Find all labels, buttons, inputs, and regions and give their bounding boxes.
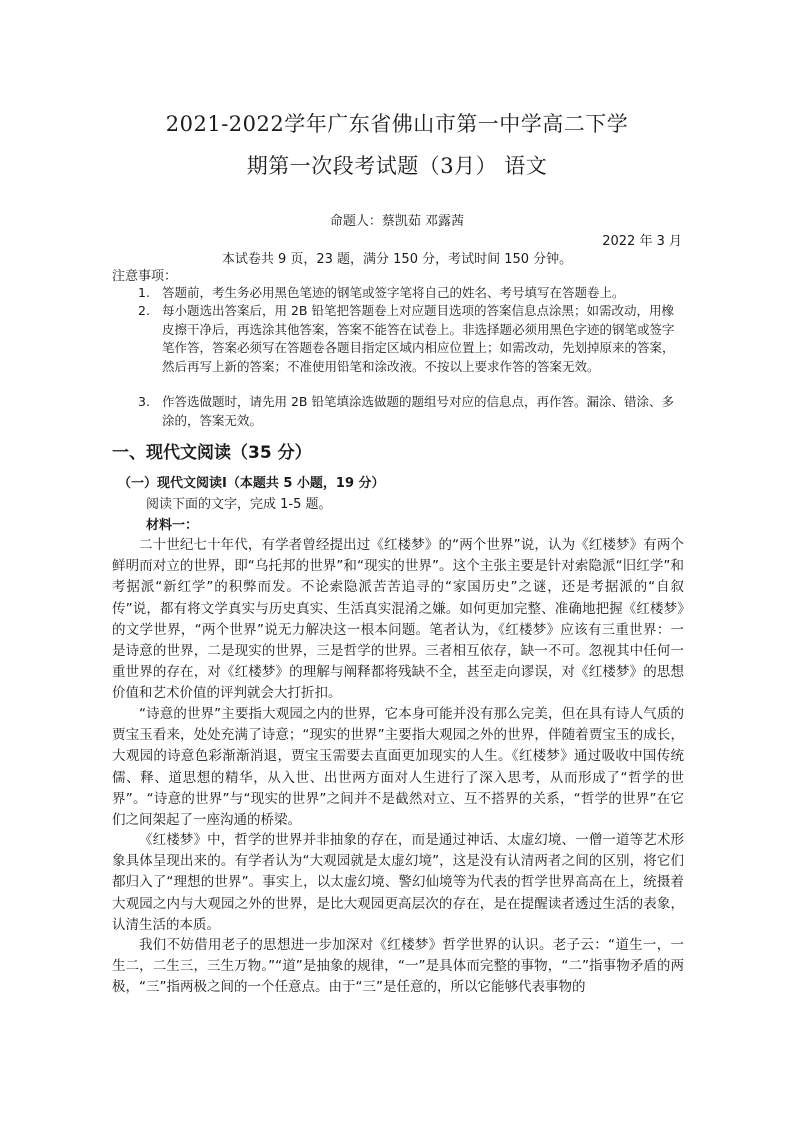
notice-item-number: 1. [138,285,150,300]
material-label: 材料一： [146,518,199,533]
notice-title: 注意事项： [112,269,178,284]
notice-item-number: 2. [138,303,150,318]
paragraph: 我们不妨借用老子的思想进一步加深对《红楼梦》哲学世界的认识。老子云：“道生一，一生二，二生三，三生万物。”“道”是抽象的规律，“一”是具体而完整的事物，“二”指事物矛盾的两极，“三”指两极之间的一个任意点。由于“三”是任意的，所以它能够代表事物的 [112,937,684,996]
notice-item [138,302,683,376]
authors: 命题人：蔡凯茹 邓露茜 [329,214,465,229]
exam-date: 2022 年 3 月 [602,234,682,249]
notice-item [138,284,683,303]
notice-item-number: 3. [138,394,150,409]
notice-item-text: 作答选做题时，请先用 2B 铅笔填涂选做题的题组号对应的信息点，再作答。漏涂、错涂、多涂的，答案无效。 [162,394,674,428]
notice-item-text: 每小题选出答案后，用 2B 铅笔把答题卷上对应题目选项的答案信息点涂黑；如需改动，用橡皮擦干净后，再选涂其他答案，答案不能答在试卷上。非选择题必须用黑色字迹的钢笔或签字笔作答，答案必须写在答题卷各题目指定区域内相应位置上；如需改动，先划掉原来的答案，然后再写上新的答案；不准使用铅笔和涂改液。不按以上要求作答的答案无效。 [162,303,675,374]
paragraph: 二十世纪七十年代，有学者曾经提出过《红楼梦》的“两个世界”说，认为《红楼梦》有两个鲜明而对立的世界，即“乌托邦的世界”和“现实的世界”。这个主张主要是针对索隐派“旧红学”和考据派“新红学”的积弊而发。不论索隐派苦苦追寻的“家国历史”之谜，还是考据派的“自叙传”说，都有将文学真实与历史真实、生活真实混淆之嫌。如何更加完整、准确地把握《红楼梦》的文学世界，“两个世界”说无力解决这一根本问题。笔者认为，《红楼梦》应该有三重世界：一是诗意的世界，二是现实的世界，三是哲学的世界。三者相互依存，缺一不可。忽视其中任何一重世界的存在，对《红楼梦》的理解与阐释都将残缺不全，甚至走向谬误，对《红楼梦》的思想价值和艺术价值的评判就会大打折扣。 [112,537,684,702]
exam-title-line1: 2021-2022学年广东省佛山市第一中学高二下学 [165,112,629,136]
section-heading: 一、现代文阅读（35 分） [112,443,312,463]
subsection-heading: （一）现代文阅读Ⅰ（本题共 5 小题，19 分） [118,476,385,491]
exam-info: 本试卷共 9 页，23 题，满分 150 分，考试时间 150 分钟。 [221,252,573,267]
exam-title-line2: 期第一次段考试题（3月） 语文 [246,154,548,178]
reading-instruction: 阅读下面的文字，完成 1-5 题。 [146,497,332,512]
notice-item [138,393,683,430]
paragraph: “诗意的世界”主要指大观园之内的世界，它本身可能并没有那么完美，但在具有诗人气质的贾宝玉看来，处处充满了诗意；“现实的世界”主要指大观园之外的世界，伴随着贾宝玉的成长，大观园的诗意色彩渐渐消退，贾宝玉需要去直面更加现实的人生。《红楼梦》通过吸收中国传统儒、释、道思想的精华，从入世、出世两方面对人生进行了深入思考，从而形成了“哲学的世界”。“诗意的世界”与“现实的世界”之间并不是截然对立、互不搭界的关系，“哲学的世界”在它们之间架起了一座沟通的桥梁。 [112,706,684,829]
paragraph: 《红楼梦》中，哲学的世界并非抽象的存在，而是通过神话、太虚幻境、一僧一道等艺术形象具体呈现出来的。有学者认为“大观园就是太虚幻境”，这是没有认清两者之间的区别，将它们都归入了“理想的世界”。事实上，以太虚幻境、警幻仙境等为代表的哲学世界高高在上，统摄着大观园之内与大观园之外的世界，是比大观园更高层次的存在，是在提醒读者透过生活的表象，认清生活的本质。 [112,832,684,933]
notice-item-text: 答题前，考生务必用黑色笔迹的钢笔或签字笔将自己的姓名、考号填写在答题卷上。 [162,285,625,300]
